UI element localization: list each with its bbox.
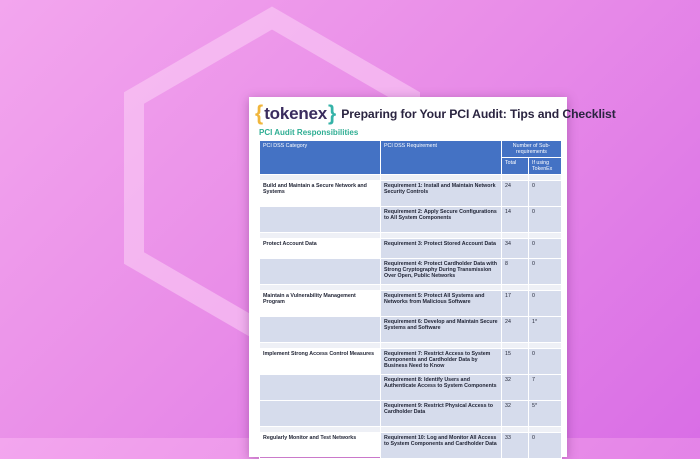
row-total: 24 <box>502 317 529 343</box>
row-requirement: Requirement 2: Apply Secure Configurations to All System Components <box>381 207 502 233</box>
row-requirement: Requirement 6: Develop and Maintain Secure Systems and Software <box>381 317 502 343</box>
row-total: 34 <box>502 239 529 259</box>
pci-responsibilities-table <box>259 140 562 459</box>
row-total: 24 <box>502 181 529 207</box>
table-row <box>260 401 562 427</box>
brace-right-icon: } <box>328 102 337 125</box>
header-category: PCI DSS Category <box>260 141 381 175</box>
table-row <box>260 239 562 259</box>
row-requirement: Requirement 10: Log and Monitor All Access to System Components and Cardholder Data <box>381 433 502 459</box>
table-row <box>260 291 562 317</box>
row-requirement: Requirement 4: Protect Cardholder Data with Strong Cryptography During Transmission Over Open, Public Networks <box>381 259 502 285</box>
row-requirement: Requirement 1: Install and Maintain Network Security Controls <box>381 181 502 207</box>
table-row <box>260 317 562 343</box>
row-category: Regularly Monitor and Test Networks <box>260 433 381 459</box>
section-title: PCI Audit Responsibilities <box>259 128 359 137</box>
document-header <box>255 102 616 125</box>
table-row <box>260 349 562 375</box>
row-requirement: Requirement 8: Identify Users and Authenticate Access to System Components <box>381 375 502 401</box>
row-total: 33 <box>502 433 529 459</box>
row-category <box>260 375 381 401</box>
row-requirement: Requirement 9: Restrict Physical Access to Cardholder Data <box>381 401 502 427</box>
row-requirement: Requirement 7: Restrict Access to System Components and Cardholder Data by Business Need to Know <box>381 349 502 375</box>
row-tokenex: 0 <box>529 181 562 207</box>
row-total: 15 <box>502 349 529 375</box>
row-tokenex: 0 <box>529 259 562 285</box>
row-tokenex: 1* <box>529 317 562 343</box>
row-requirement: Requirement 5: Protect All Systems and Networks from Malicious Software <box>381 291 502 317</box>
row-category: Maintain a Vulnerability Management Program <box>260 291 381 317</box>
row-tokenex: 0 <box>529 349 562 375</box>
header-requirement: PCI DSS Requirement <box>381 141 502 175</box>
row-requirement: Requirement 3: Protect Stored Account Data <box>381 239 502 259</box>
table-row <box>260 375 562 401</box>
row-total: 32 <box>502 401 529 427</box>
row-category <box>260 259 381 285</box>
brace-left-icon: { <box>255 102 264 125</box>
row-total: 17 <box>502 291 529 317</box>
header-tokenex: If using TokenEx <box>529 158 562 175</box>
row-tokenex: 0 <box>529 291 562 317</box>
row-tokenex: 0 <box>529 207 562 233</box>
table-row <box>260 181 562 207</box>
table-row <box>260 259 562 285</box>
row-tokenex: 7 <box>529 375 562 401</box>
tokenex-logo <box>255 104 336 124</box>
logo-text: tokenex <box>264 104 328 123</box>
row-tokenex: 0 <box>529 239 562 259</box>
row-category <box>260 401 381 427</box>
row-category <box>260 207 381 233</box>
row-category: Protect Account Data <box>260 239 381 259</box>
table-row <box>260 433 562 459</box>
row-category <box>260 317 381 343</box>
row-category: Implement Strong Access Control Measures <box>260 349 381 375</box>
row-total: 8 <box>502 259 529 285</box>
document-preview <box>249 97 616 457</box>
row-tokenex: 5* <box>529 401 562 427</box>
table-row <box>260 207 562 233</box>
row-category: Build and Maintain a Secure Network and Systems <box>260 181 381 207</box>
header-number-group: Number of Sub-requirements <box>502 141 562 158</box>
document-title: Preparing for Your PCI Audit: Tips and Checklist <box>341 107 616 121</box>
row-total: 14 <box>502 207 529 233</box>
header-total: Total <box>502 158 529 175</box>
row-total: 32 <box>502 375 529 401</box>
row-tokenex: 0 <box>529 433 562 459</box>
